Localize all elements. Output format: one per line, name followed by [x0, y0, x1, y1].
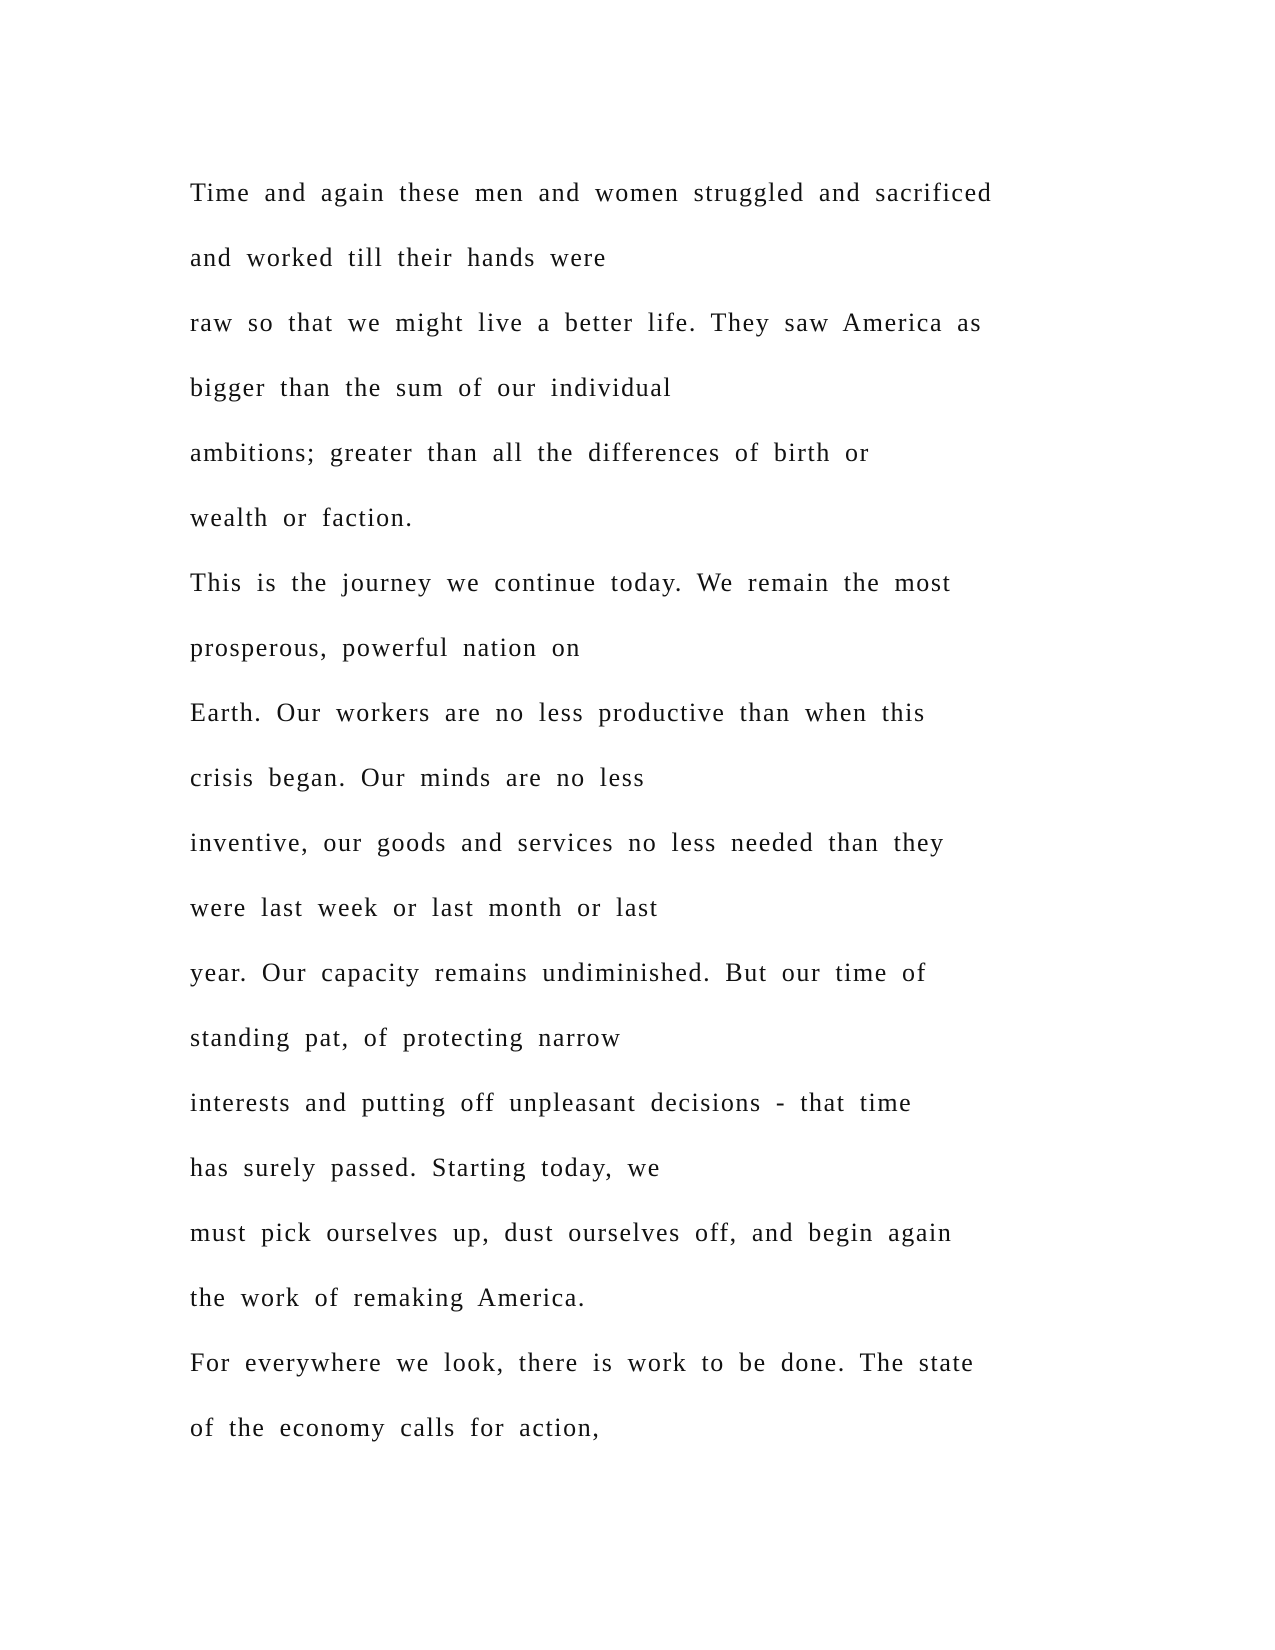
text-line: bigger than the sum of our individual — [190, 373, 673, 402]
text-line: must pick ourselves up, dust ourselves off, and begin again — [190, 1218, 953, 1247]
text-line: and worked till their hands were — [190, 243, 607, 272]
document-body — [190, 160, 1150, 1460]
text-line: inventive, our goods and services no less needed than they — [190, 828, 945, 857]
text-line: the work of remaking America. — [190, 1283, 587, 1312]
text-line: ambitions; greater than all the differences of birth or — [190, 438, 870, 467]
text-line: interests and putting off unpleasant decisions - that time — [190, 1088, 913, 1117]
text-line: raw so that we might live a better life. They saw America as — [190, 308, 983, 337]
text-line: prosperous, powerful nation on — [190, 633, 581, 662]
text-line: crisis began. Our minds are no less — [190, 763, 646, 792]
text-line: Time and again these men and women struggled and sacrificed — [190, 178, 993, 207]
text-line: wealth or faction. — [190, 503, 414, 532]
text-line: For everywhere we look, there is work to be done. The state — [190, 1348, 975, 1377]
text-line: standing pat, of protecting narrow — [190, 1023, 622, 1052]
text-line: This is the journey we continue today. We remain the most — [190, 568, 952, 597]
text-line: year. Our capacity remains undiminished. But our time of — [190, 958, 927, 987]
text-line: Earth. Our workers are no less productive than when this — [190, 698, 926, 727]
text-line: of the economy calls for action, — [190, 1413, 601, 1442]
text-line: were last week or last month or last — [190, 893, 659, 922]
text-line: has surely passed. Starting today, we — [190, 1153, 661, 1182]
